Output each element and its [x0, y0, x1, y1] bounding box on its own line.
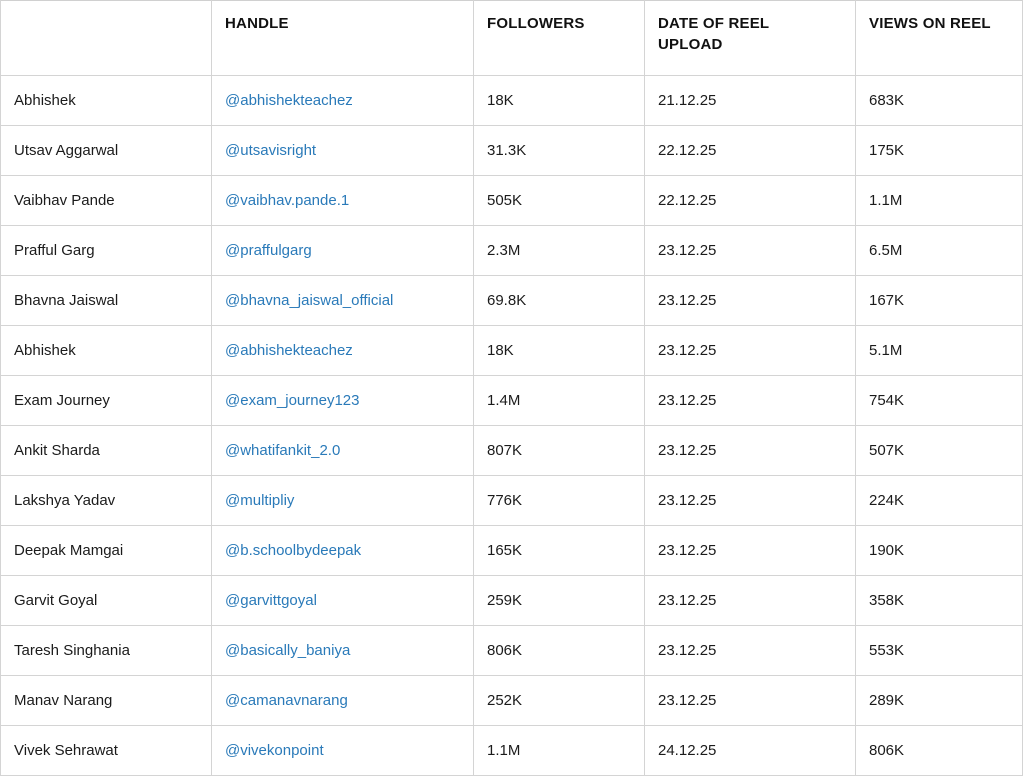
cell-followers: 165K	[474, 526, 645, 576]
cell-views: 6.5M	[856, 226, 1023, 276]
table-row	[1, 376, 1023, 426]
column-header-followers[interactable]: FOLLOWERS	[474, 1, 645, 76]
column-header-views-on-reel[interactable]: VIEWS ON REEL	[856, 1, 1023, 76]
handle-link[interactable]: @utsavisright	[225, 142, 317, 159]
cell-views: 224K	[856, 476, 1023, 526]
cell-upload-date: 24.12.25	[645, 726, 856, 776]
cell-upload-date: 23.12.25	[645, 676, 856, 726]
cell-creator-name: Utsav Aggarwal	[1, 126, 212, 176]
cell-views: 289K	[856, 676, 1023, 726]
table-row	[1, 326, 1023, 376]
handle-link[interactable]: @praffulgarg	[225, 242, 312, 259]
cell-followers: 2.3M	[474, 226, 645, 276]
cell-views: 1.1M	[856, 176, 1023, 226]
cell-handle	[212, 576, 474, 626]
handle-link[interactable]: @b.schoolbydeepak	[225, 542, 362, 559]
table-row	[1, 576, 1023, 626]
cell-creator-name: Bhavna Jaiswal	[1, 276, 212, 326]
cell-creator-name: Prafful Garg	[1, 226, 212, 276]
cell-views: 754K	[856, 376, 1023, 426]
table-row	[1, 726, 1023, 776]
cell-followers: 807K	[474, 426, 645, 476]
column-header-handle[interactable]: HANDLE	[212, 1, 474, 76]
cell-upload-date: 23.12.25	[645, 626, 856, 676]
cell-followers: 1.4M	[474, 376, 645, 426]
column-header-date-line2: UPLOAD	[658, 36, 723, 53]
cell-views: 175K	[856, 126, 1023, 176]
table-row	[1, 126, 1023, 176]
cell-handle	[212, 726, 474, 776]
handle-link[interactable]: @whatifankit_2.0	[225, 442, 341, 459]
cell-upload-date: 22.12.25	[645, 176, 856, 226]
table-header	[1, 1, 1023, 76]
cell-handle	[212, 126, 474, 176]
cell-upload-date: 21.12.25	[645, 76, 856, 126]
cell-creator-name: Ankit Sharda	[1, 426, 212, 476]
cell-followers: 259K	[474, 576, 645, 626]
cell-creator-name: Vaibhav Pande	[1, 176, 212, 226]
cell-upload-date: 23.12.25	[645, 426, 856, 476]
cell-followers: 806K	[474, 626, 645, 676]
cell-upload-date: 22.12.25	[645, 126, 856, 176]
cell-creator-name: Abhishek	[1, 76, 212, 126]
handle-link[interactable]: @vaibhav.pande.1	[225, 192, 350, 209]
cell-followers: 776K	[474, 476, 645, 526]
cell-handle	[212, 376, 474, 426]
cell-followers: 252K	[474, 676, 645, 726]
table-row	[1, 226, 1023, 276]
cell-handle	[212, 476, 474, 526]
cell-upload-date: 23.12.25	[645, 276, 856, 326]
handle-link[interactable]: @garvittgoyal	[225, 592, 317, 609]
column-header-name[interactable]	[1, 1, 212, 76]
cell-handle	[212, 526, 474, 576]
cell-handle	[212, 326, 474, 376]
cell-upload-date: 23.12.25	[645, 526, 856, 576]
table-row	[1, 626, 1023, 676]
handle-link[interactable]: @bhavna_jaiswal_official	[225, 292, 394, 309]
cell-creator-name: Lakshya Yadav	[1, 476, 212, 526]
cell-upload-date: 23.12.25	[645, 376, 856, 426]
cell-creator-name: Exam Journey	[1, 376, 212, 426]
table-row	[1, 526, 1023, 576]
handle-link[interactable]: @vivekonpoint	[225, 742, 324, 759]
cell-views: 806K	[856, 726, 1023, 776]
cell-views: 190K	[856, 526, 1023, 576]
header-row	[1, 1, 1023, 76]
cell-views: 167K	[856, 276, 1023, 326]
cell-views: 683K	[856, 76, 1023, 126]
table-row	[1, 276, 1023, 326]
cell-handle	[212, 276, 474, 326]
column-header-date-line1: DATE OF REEL	[658, 15, 770, 32]
cell-followers: 31.3K	[474, 126, 645, 176]
cell-views: 5.1M	[856, 326, 1023, 376]
table-row	[1, 676, 1023, 726]
cell-followers: 69.8K	[474, 276, 645, 326]
cell-handle	[212, 226, 474, 276]
table-row	[1, 476, 1023, 526]
cell-upload-date: 23.12.25	[645, 326, 856, 376]
cell-creator-name: Vivek Sehrawat	[1, 726, 212, 776]
cell-followers: 505K	[474, 176, 645, 226]
cell-handle	[212, 676, 474, 726]
table-row	[1, 426, 1023, 476]
cell-upload-date: 23.12.25	[645, 226, 856, 276]
cell-handle	[212, 426, 474, 476]
handle-link[interactable]: @abhishekteachez	[225, 92, 353, 109]
handle-link[interactable]: @exam_journey123	[225, 392, 360, 409]
cell-creator-name: Manav Narang	[1, 676, 212, 726]
cell-followers: 1.1M	[474, 726, 645, 776]
handle-link[interactable]: @basically_baniya	[225, 642, 351, 659]
cell-views: 553K	[856, 626, 1023, 676]
cell-views: 358K	[856, 576, 1023, 626]
table-row	[1, 76, 1023, 126]
handle-link[interactable]: @multipliy	[225, 492, 295, 509]
handle-link[interactable]: @abhishekteachez	[225, 342, 353, 359]
cell-upload-date: 23.12.25	[645, 476, 856, 526]
cell-followers: 18K	[474, 326, 645, 376]
cell-followers: 18K	[474, 76, 645, 126]
table-body	[1, 76, 1023, 776]
cell-upload-date: 23.12.25	[645, 576, 856, 626]
cell-handle	[212, 76, 474, 126]
table-row	[1, 176, 1023, 226]
cell-creator-name: Taresh Singhania	[1, 626, 212, 676]
handle-link[interactable]: @camanavnarang	[225, 692, 348, 709]
column-header-date-of-reel-upload[interactable]	[645, 1, 856, 76]
cell-views: 507K	[856, 426, 1023, 476]
cell-creator-name: Abhishek	[1, 326, 212, 376]
cell-handle	[212, 626, 474, 676]
cell-creator-name: Garvit Goyal	[1, 576, 212, 626]
cell-handle	[212, 176, 474, 226]
cell-creator-name: Deepak Mamgai	[1, 526, 212, 576]
